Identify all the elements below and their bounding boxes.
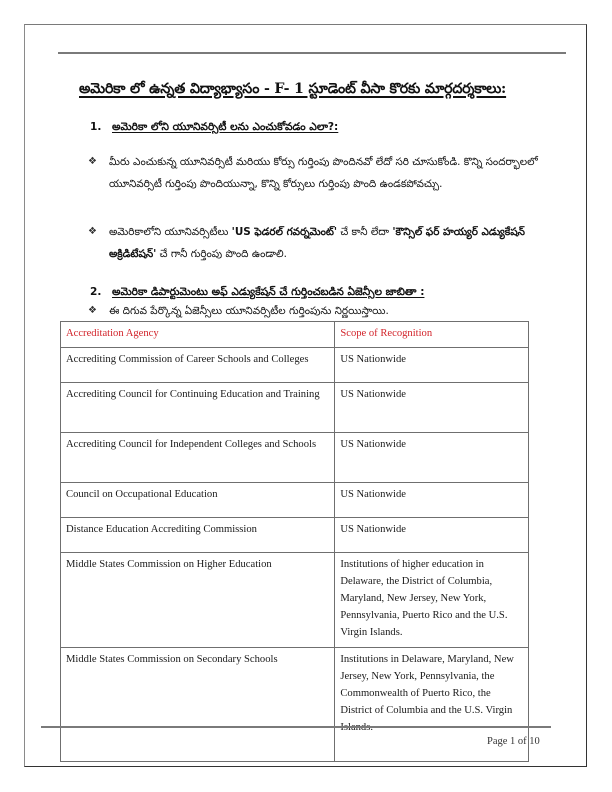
agency-cell: Middle States Commission on Secondary Schools bbox=[61, 648, 335, 762]
table-row bbox=[61, 433, 529, 483]
bullet-text-bold: 'US ఫెడరల్ గవర్నమెంట్' bbox=[231, 226, 338, 238]
diamond-bullet-icon: ❖ bbox=[88, 305, 97, 316]
table-row bbox=[61, 553, 529, 648]
bullet-text: మీరు ఎంచుకున్న యూనివర్సిటీ మరియు కోర్సు గుర్తింపు పొందినవో లేదో సరి చూసుకోండి. కొన్ని సందర్భాలలో యూనివర్సిటీ గుర్తింపు పొందియున్నా, కొన్ని కోర్సులు గుర్తింపు పొంది ఉండకపోవచ్చు. bbox=[109, 156, 538, 190]
section-heading-1 bbox=[90, 118, 338, 136]
bullet-text-bold: 'కౌన్సిల్ ఫర్ హయ్యర్ ఎడ్యుకేషన్ అక్రిడిటేషన్' bbox=[109, 226, 525, 260]
section-heading-text: అమెరికా డిపార్టుమెంటు అఫ్ ఎడ్యుకేషన్ చే గుర్తించబడిన ఏజెన్సీల జాబితా : bbox=[112, 286, 425, 298]
section-number: 2. bbox=[90, 286, 102, 298]
agency-cell: Middle States Commission on Higher Education bbox=[61, 553, 335, 648]
agency-cell: Council on Occupational Education bbox=[61, 483, 335, 518]
table-row bbox=[61, 648, 529, 762]
bullet-item bbox=[88, 221, 538, 265]
section-number: 1. bbox=[90, 121, 102, 133]
section-heading-2 bbox=[90, 283, 424, 301]
bullet-item bbox=[88, 302, 538, 320]
agency-cell: Accrediting Commission of Career Schools and Colleges bbox=[61, 348, 335, 383]
bullet-text-part: చే గానీ గుర్తింపు పొంది ఉండాలి. bbox=[156, 248, 287, 260]
diamond-bullet-icon: ❖ bbox=[88, 156, 97, 167]
header-divider bbox=[58, 52, 566, 54]
column-header-agency: Accreditation Agency bbox=[61, 322, 335, 348]
page-number: Page 1 of 10 bbox=[487, 736, 540, 747]
bullet-text bbox=[88, 221, 538, 265]
agency-cell: Accrediting Council for Continuing Education and Training bbox=[61, 383, 335, 433]
scope-cell: US Nationwide bbox=[335, 483, 529, 518]
bullet-item bbox=[88, 151, 538, 195]
table-header-row bbox=[61, 322, 529, 348]
bullet-text-part: అమెరికాలోని యూనివర్సిటీలు bbox=[109, 226, 232, 238]
agency-cell: Accrediting Council for Independent Colleges and Schools bbox=[61, 433, 335, 483]
accreditation-agencies-table bbox=[60, 321, 529, 762]
bullet-text: ఈ దిగువ పేర్కొన్న ఏజెన్సీలు యూనివర్సిటీల గుర్తింపును నిర్ణయిస్తాయి. bbox=[109, 305, 389, 317]
table-row bbox=[61, 383, 529, 433]
scope-cell: US Nationwide bbox=[335, 383, 529, 433]
section-heading-text: అమెరికా లోని యూనివర్సిటీ లను ఎంచుకోవడం ఎలా?: bbox=[112, 121, 339, 133]
scope-cell: US Nationwide bbox=[335, 433, 529, 483]
column-header-scope: Scope of Recognition bbox=[335, 322, 529, 348]
bullet-text-part: చే కానీ లేదా bbox=[337, 226, 393, 238]
document-title: అమెరికా లో ఉన్నత విద్యాభ్యాసం - F- 1 స్టూడెంట్ వీసా కొరకు మార్గదర్శకాలు: bbox=[79, 81, 507, 97]
table-row bbox=[61, 348, 529, 383]
footer-divider bbox=[41, 726, 551, 728]
scope-cell: Institutions in Delaware, Maryland, New Jersey, New York, Pennsylvania, the Commonwealth of Puerto Rico, the District of Columbia and the U.S. Virgin bbox=[335, 648, 529, 762]
agency-cell: Distance Education Accrediting Commission bbox=[61, 518, 335, 553]
diamond-bullet-icon: ❖ bbox=[88, 226, 97, 237]
scope-cell: Institutions of higher education in Delaware, the District of Columbia, Maryland, New Jersey, New York, Pennsylvania, Puerto Rico and the U.S. Virgin Islands. bbox=[335, 553, 529, 648]
scope-cell: US Nationwide bbox=[335, 518, 529, 553]
table-row bbox=[61, 518, 529, 553]
scope-cell: US Nationwide bbox=[335, 348, 529, 383]
table-row bbox=[61, 483, 529, 518]
